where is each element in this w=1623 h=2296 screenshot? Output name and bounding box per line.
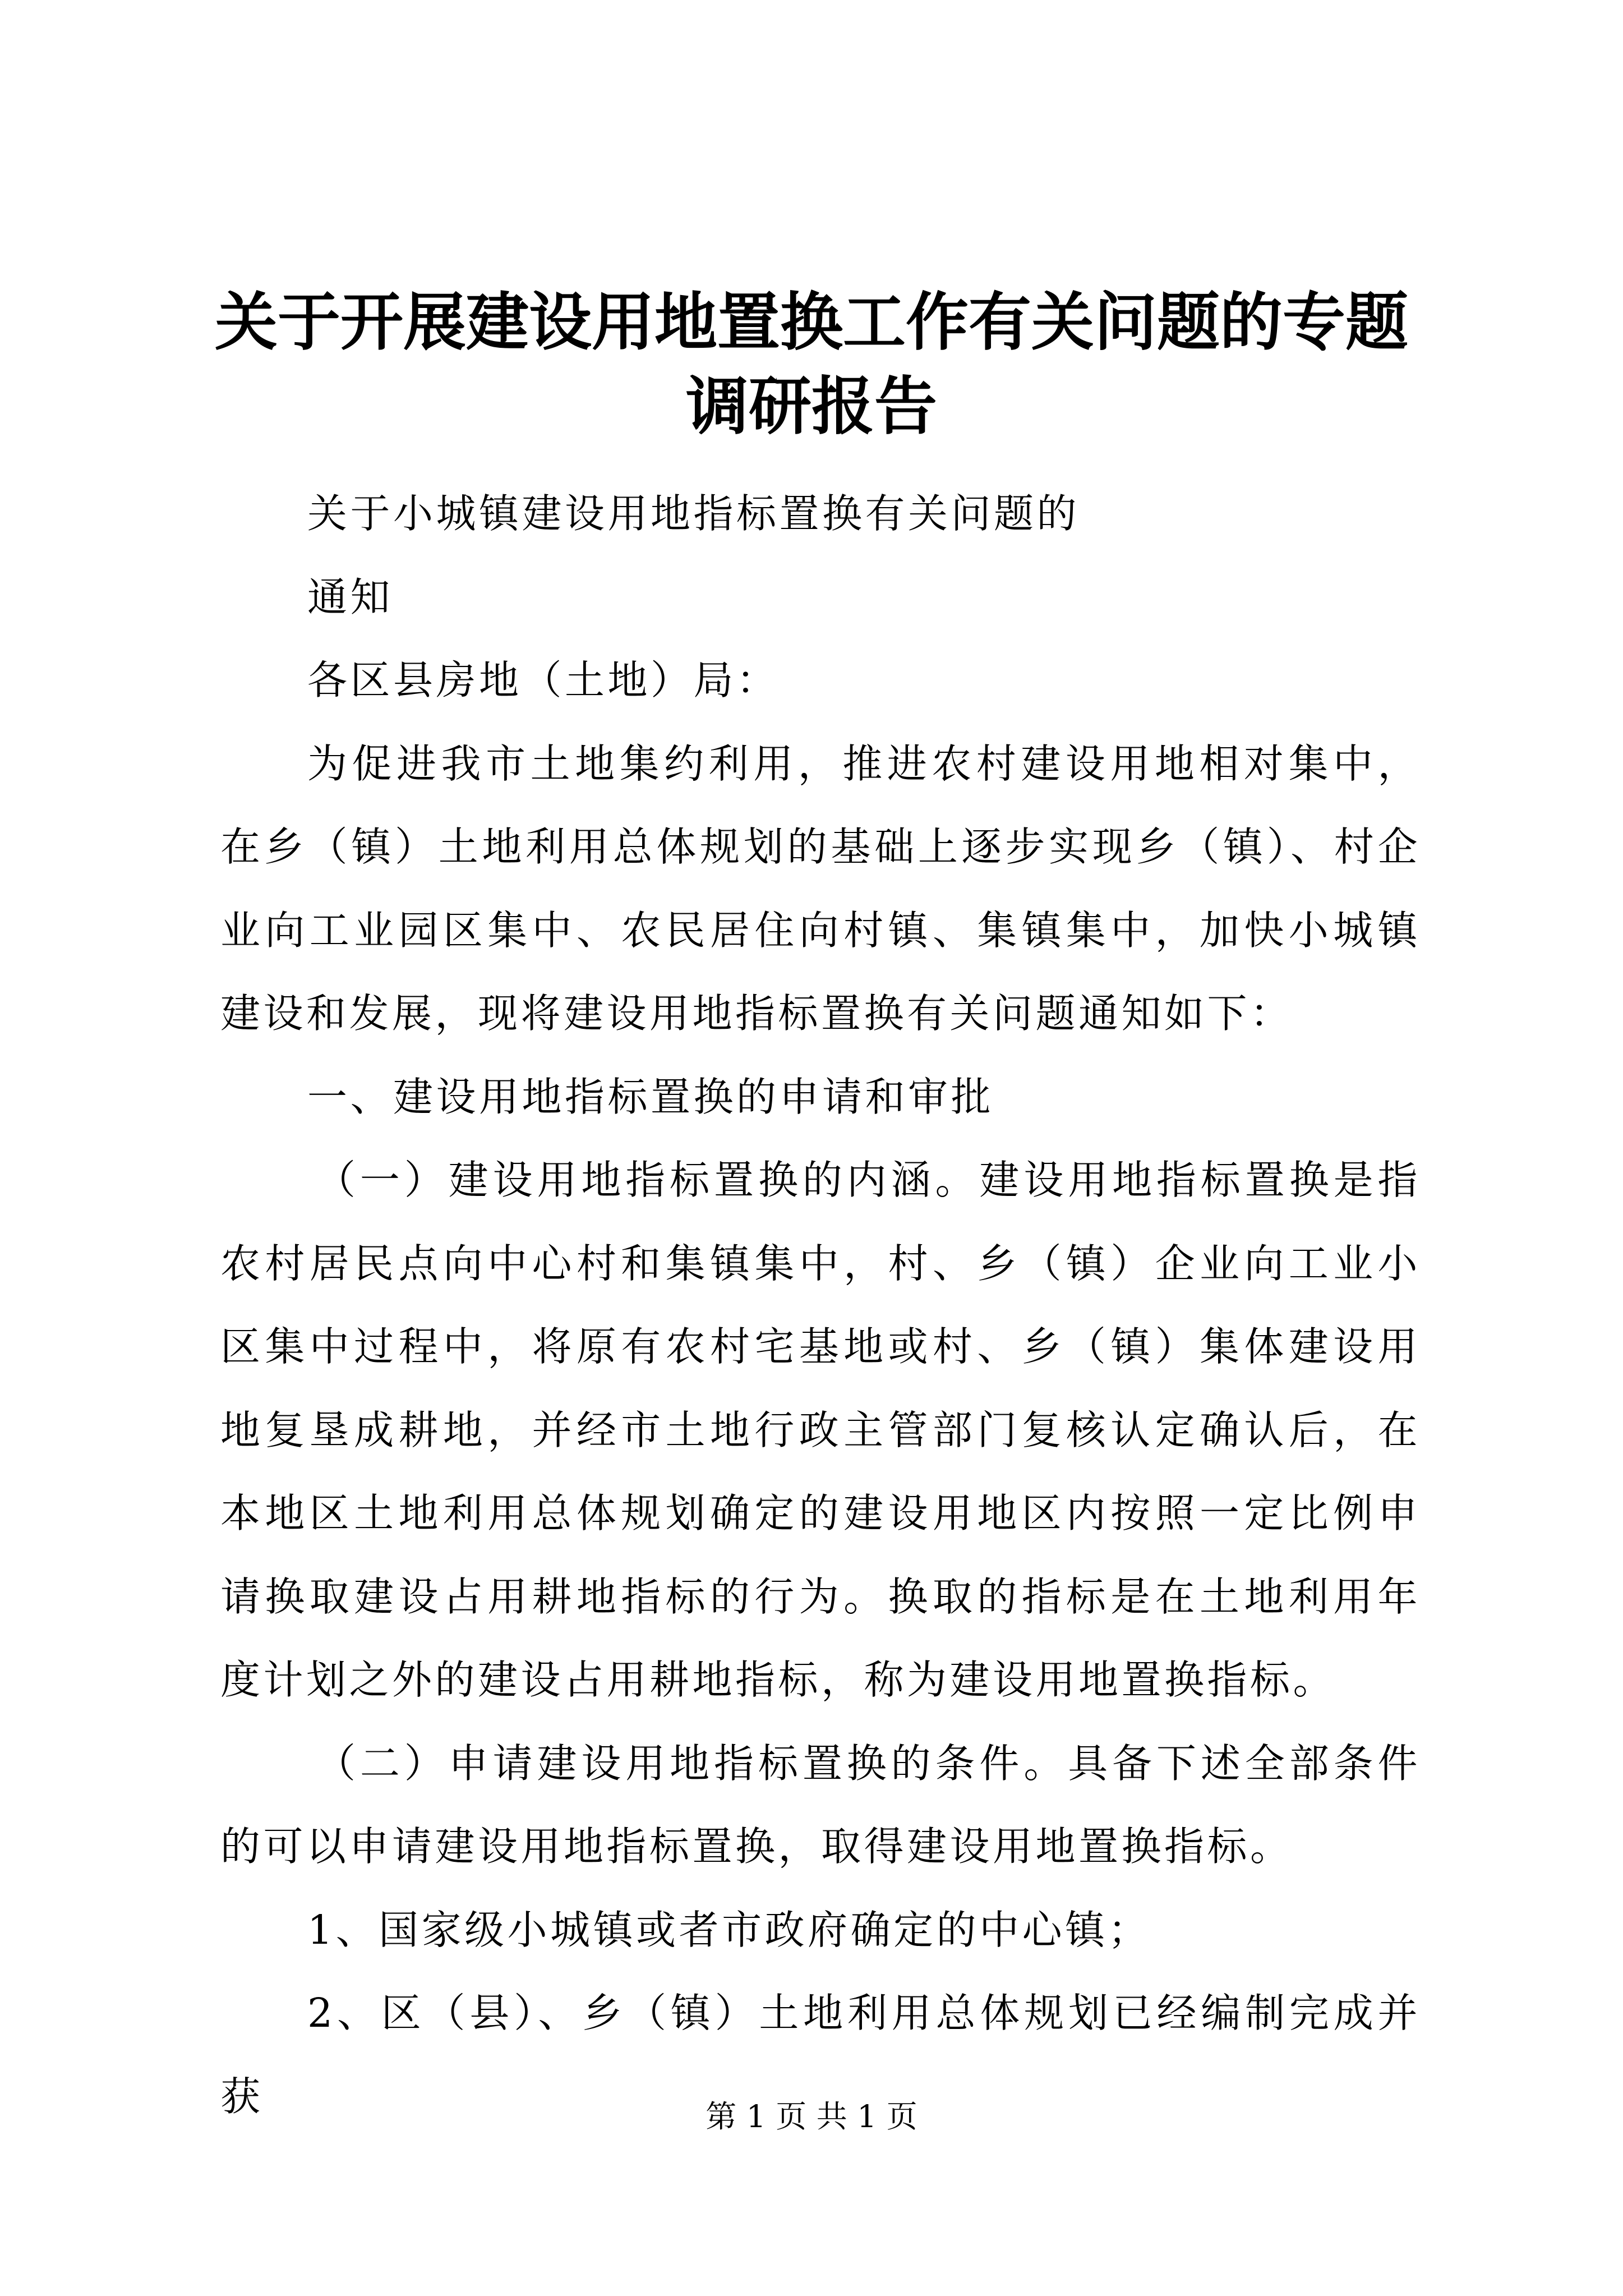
list-item-2: 2、区（县）、乡（镇）土地利用总体规划已经编制完成并获 [220,1990,1421,2120]
document-body [220,472,1421,2138]
list-item-1: 1、国家级小城镇或者市政府确定的中心镇； [307,1906,1151,1953]
paragraph-addressee: 各区县房地（土地）局： [307,657,780,703]
section-heading-1: 一、建设用地指标置换的申请和审批 [307,1073,994,1120]
document-title: 关于开展建设用地置换工作有关问题的专题调研报告 [215,286,1408,443]
paragraph-conditions: （二）申请建设用地指标置换的条件。具备下述全部条件的可以申请建设用地指标置换，取得建设用地置换指标。 [220,1740,1421,1870]
paragraph-subject-line: 关于小城镇建设用地指标置换有关问题的 [307,490,1080,537]
page-number-footer: 第 1 页 共 1 页 [706,2099,917,2134]
paragraph-intro: 为促进我市土地集约利用，推进农村建设用地相对集中，在乡（镇）土地利用总体规划的基础上逐步实现乡（镇）、村企业向工业园区集中、农民居住向村镇、集镇集中，加快小城镇建设和发展，现将建设用地指标置换有关问题通知如下： [220,740,1421,1037]
paragraph-notice-word: 通知 [307,573,394,620]
paragraph-definition: （一）建设用地指标置换的内涵。建设用地指标置换是指农村居民点向中心村和集镇集中，村、乡（镇）企业向工业小区集中过程中，将原有农村宅基地或村、乡（镇）集体建设用地复垦成耕地，并经市土地行政主管部门复核认定确认后，在本地区土地利用总体规划确定的建设用地区内按照一定比例申请换取建设占用耕地指标的行为。换取的指标是在土地利用年度计划之外的建设占用耕地指标，称为建设用地置换指标。 [220,1157,1421,1703]
